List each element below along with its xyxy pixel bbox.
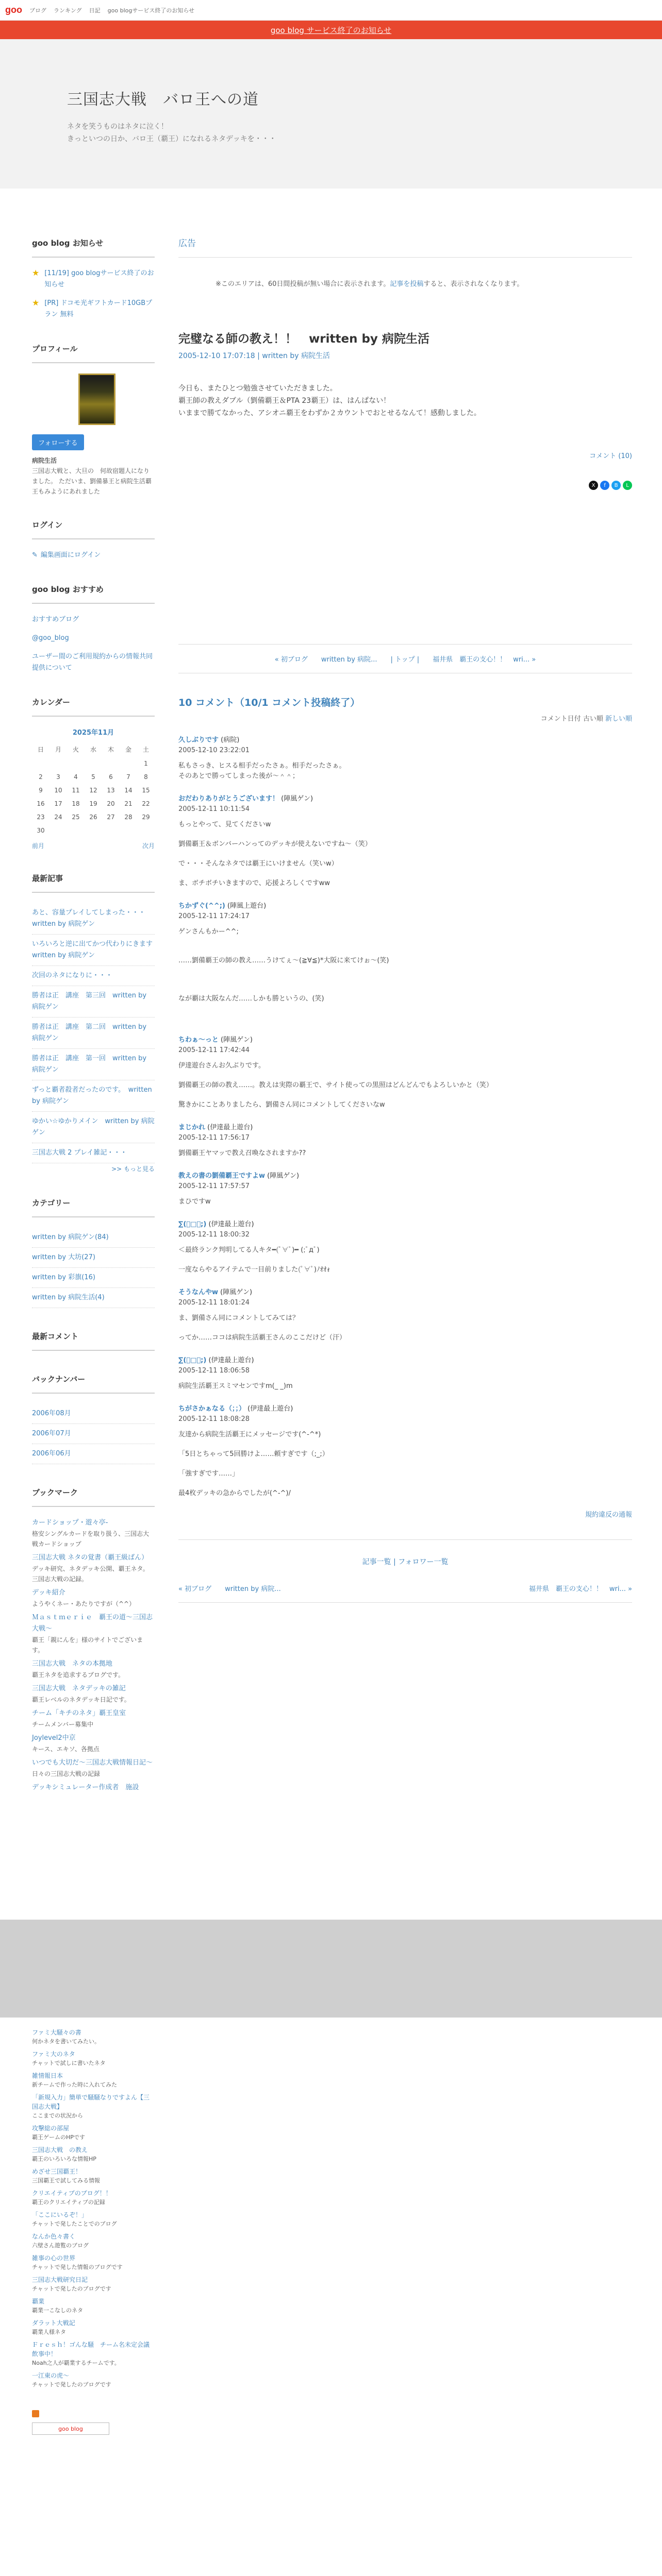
calendar-cell — [85, 824, 102, 837]
comment-line: 驚きかにことありましたら、劉備さん同にコメントしてくださいなw — [178, 1101, 385, 1109]
bookmark-desc: デッキ研究、ネタデッキ公開、覇王ネタ。三国志大戦の記録。 — [32, 1565, 149, 1583]
sidebar-heading-calendar: カレンダー — [32, 697, 155, 717]
comment-date: 2005-12-11 10:11:54 — [178, 805, 250, 813]
comment-line: そのあとで勝ってしまった後が～＾＾； — [178, 772, 300, 780]
bookmark-link[interactable]: Joylevel2中京 — [32, 1734, 76, 1742]
blog-description — [67, 121, 662, 145]
recent-more-link[interactable]: >> もっと見る — [111, 1165, 155, 1173]
sidebar-heading-latest-comment: 最新コメント — [32, 1331, 155, 1351]
comment-author[interactable]: 久しぶりです — [178, 736, 219, 744]
bookmark-link[interactable]: ダラット大戦記 — [32, 2319, 75, 2327]
next-post-link[interactable]: 福井県 覇王の支心！！ wri... » — [433, 656, 536, 664]
comment-text — [178, 1061, 632, 1110]
comment-text — [178, 1313, 632, 1343]
recent-article-link[interactable]: ゆかい☆ゆかりメイン written by 病院ゲン — [32, 1112, 155, 1143]
calendar-cell: 21 — [124, 800, 133, 807]
goo-blog-badge[interactable]: goo blog — [32, 2422, 109, 2435]
notice-link[interactable]: [PR] ドコモ光ギフトカード10GBプラン 無料 — [44, 299, 153, 318]
bookmark-link[interactable]: Ｍａｓｔｍｅｒｉｅ 覇王の道〜三国志大戦〜 — [32, 1614, 153, 1633]
top-bar — [0, 0, 662, 21]
calendar-cell: 1 — [144, 760, 148, 767]
comment-item — [178, 794, 632, 889]
comment-author-sub: (病院) — [221, 736, 240, 744]
calendar-cell: 7 — [126, 773, 130, 781]
category-link[interactable]: written by 病院ゲン(84) — [32, 1228, 155, 1248]
comment-line: 劉備覇王＆ボンバーハンってのデッキが使えないですね～（笑） — [178, 840, 372, 848]
follow-button[interactable]: フォローする — [32, 434, 84, 450]
calendar-day-header: 水 — [90, 746, 96, 753]
comment-author[interactable]: おだわりありがとうございます！ — [178, 795, 279, 803]
calendar-day-header: 日 — [37, 746, 44, 753]
calendar-cell: 28 — [124, 814, 133, 821]
bookmark-link[interactable]: 雑情報日本 — [32, 2072, 63, 2079]
bookmark-desc: チャットで発した情報のブログです — [32, 2264, 123, 2270]
bookmark-desc: Noah之人が覇業するチームです。 — [32, 2360, 120, 2366]
calendar-cell: 25 — [72, 814, 80, 821]
blog-description-line: ネタを笑うものはネタに泣く！ — [67, 123, 168, 131]
calendar-cell: 27 — [107, 814, 115, 821]
recent-article-link[interactable]: いろいろと逆に出てかつ代わりにきます written by 病院ゲン — [32, 935, 155, 966]
comment-line: 劉備覇王ヤマッで教え召喚なされますか?? — [178, 1149, 306, 1157]
comment-text — [178, 1381, 632, 1392]
sidebar-heading-backnumber: バックナンバー — [32, 1374, 155, 1394]
comment-text — [178, 1197, 632, 1207]
comment-item — [178, 1171, 632, 1207]
calendar-cell — [102, 757, 120, 770]
comment-author-sub: (陣風上遊台) — [227, 902, 267, 910]
post-article-link[interactable]: 記事を投稿 — [390, 280, 424, 288]
post-meta[interactable]: 2005-12-10 17:07:18 | written by 病院生活 — [178, 352, 330, 360]
category-link[interactable]: written by 大坊(27) — [32, 1248, 155, 1268]
comment-author[interactable]: まじかれ — [178, 1124, 206, 1131]
comments-heading: 10 コメント（10/1 コメント投稿終了） — [178, 697, 360, 708]
rss-icon[interactable] — [32, 2410, 39, 2417]
calendar-cell: 18 — [72, 800, 80, 807]
bottom-next-link[interactable]: 福井県 覇王の支心！！ wri... » — [528, 1585, 632, 1593]
bookmark-desc: 覇王のクリエイティブの記録 — [32, 2199, 105, 2206]
post-navigation — [178, 645, 632, 673]
comment-line: 私もさっき、ヒスる相手だったさぁ。相手だったさぁ。 — [178, 762, 346, 770]
recent-article-link[interactable]: ずっと覇者殺者だったのです。 written by 病院ゲン — [32, 1080, 155, 1112]
recent-article-link[interactable]: 三国志大戦 2 プレイ雑記・・・ — [32, 1143, 155, 1163]
category-link[interactable]: written by 病院生活(4) — [32, 1288, 155, 1308]
comment-author[interactable]: ちわぁ〜っと — [178, 1036, 219, 1044]
x-share-icon[interactable]: X — [589, 481, 598, 490]
bookmark-link[interactable]: ファミ大騒々の書 — [32, 2029, 81, 2036]
star-icon: ★ — [32, 298, 40, 308]
bookmark-desc: 格安シングルカードを取り扱う、三国志大戦カードショップ — [32, 1530, 150, 1548]
sidebar-heading-recent: 最新記事 — [32, 873, 155, 893]
calendar-cell — [137, 824, 155, 837]
bookmark-link[interactable]: カードショップ・遊々亭- — [32, 1519, 108, 1527]
sidebar-heading-category: カテゴリー — [32, 1197, 155, 1217]
comment-line: まひですw — [178, 1198, 211, 1206]
ad-space — [178, 490, 632, 645]
calendar-cell — [120, 757, 137, 770]
backnumber-link[interactable]: 2006年06月 — [32, 1444, 155, 1464]
bookmark-desc: チャットで発したことでのブログ — [32, 2221, 117, 2227]
comment-author-sub: (陣風ゲン) — [221, 1036, 253, 1044]
ad-note — [216, 278, 632, 288]
facebook-share-icon[interactable]: f — [600, 481, 609, 490]
comment-line: ゲンさんもかー^^; — [178, 928, 239, 936]
sidebar-heading-profile: プロフィール — [32, 343, 155, 363]
recent-article-link[interactable]: 勝者は正 講座 第一回 written by 病院ゲン — [32, 1049, 155, 1080]
comment-author-sub: (陣風ゲン) — [281, 795, 313, 803]
bookmark-link[interactable]: 覇業 — [32, 2298, 45, 2305]
comment-date: 2005-12-11 18:06:58 — [178, 1367, 250, 1375]
login-link[interactable]: 編集画面にログイン — [40, 551, 101, 559]
bookmark-desc: 覇王ゲームのHPです — [32, 2134, 85, 2141]
bottom-prev-link[interactable]: « 初ブログ written by 病院... — [178, 1585, 281, 1593]
calendar-day-header: 金 — [125, 746, 131, 753]
policy-link[interactable]: ユーザー間のご利用規約からの情報共同提供について — [32, 653, 153, 672]
top-link[interactable]: | トップ | — [390, 656, 420, 664]
bookmark-desc: 覇業一こなしのネタ — [32, 2307, 83, 2314]
bookmark-link[interactable]: 「ここにいるぞ！」 — [32, 2211, 88, 2218]
share-buttons — [178, 481, 632, 490]
recent-article-link[interactable]: あと、容量プレイしてしまった・・・ written by 病院ゲン — [32, 903, 155, 935]
bookmark-link[interactable]: Ｆｒｅｓｈ！ゴんな騒 チーム名未定会議飲事中！ — [32, 2341, 150, 2358]
profile-name: 病院生活 — [32, 457, 57, 464]
post-body-line: 今日も、またひとつ勉強させていただきました。 — [178, 384, 337, 393]
comment-date: 2005-12-10 23:22:01 — [178, 747, 250, 754]
topbar-link-blog[interactable]: ブログ — [29, 7, 46, 14]
calendar-month: 2025年11月 — [72, 729, 114, 737]
bookmark-desc: 六壁さん遊覧のブログ — [32, 2242, 89, 2249]
calendar-next-link[interactable]: 次月 — [142, 842, 155, 850]
comment-line: で・・・そんなネタでは覇王にいけません（笑いw） — [178, 860, 338, 868]
bottom-post-navigation — [178, 1583, 632, 1603]
main-content — [178, 189, 632, 1920]
bookmark-link[interactable]: 三国志大戦 ネタの覚書（覇王級ばん） — [32, 1554, 148, 1562]
pen-icon: ✎ — [32, 551, 38, 559]
bookmark-desc: 日々の三国志大戦の記録 — [32, 1770, 101, 1777]
comment-count-link[interactable]: コメント (10) — [589, 452, 632, 460]
comment-line: 一度ならやるアイテムで一目前りました(ﾟ∀ﾟ)ﾉｵｵｫ — [178, 1266, 330, 1274]
sort-old: 古い順 — [583, 715, 603, 723]
bookmark-desc: 新チームで作った時に入れてみた — [32, 2081, 117, 2088]
comment-item — [178, 1355, 632, 1392]
blog-header — [0, 39, 662, 189]
lower-bookmarks — [0, 2018, 662, 2576]
post-body-line: 覇王師の教えダブル（劉備覇王＆PTA 23覇王）は、はんぱない！ — [178, 397, 391, 405]
calendar-cell: 20 — [107, 800, 115, 807]
comment-text — [178, 761, 632, 782]
overlay-band — [0, 1920, 662, 2018]
sort-label: コメント日付 — [540, 715, 581, 723]
calendar-cell — [49, 824, 67, 837]
comment-line: ま、ボチボチいきますので、応援よろしくですww — [178, 879, 330, 887]
article-list-link[interactable]: 記事一覧 | フォロワー一覧 — [362, 1558, 449, 1566]
bookmark-desc: キース、エキソ、各拠点 — [32, 1745, 100, 1753]
calendar-cell: 23 — [37, 814, 45, 821]
comment-text — [178, 1245, 632, 1275]
comment-item — [178, 1404, 632, 1499]
bookmark-link[interactable]: 一江東の虎〜 — [32, 2372, 70, 2379]
calendar-cell — [85, 757, 102, 770]
comment-sort — [178, 713, 632, 723]
comment-author-sub: (陣風ゲン) — [267, 1172, 300, 1180]
prev-post-link[interactable]: « 初ブログ — [274, 656, 308, 664]
calendar-cell: 30 — [37, 827, 45, 834]
bookmark-desc: 三国覇王で試してみる情報 — [32, 2177, 100, 2184]
comment-author[interactable]: ∑(ﾟ□ﾟ;) — [178, 1357, 207, 1364]
recent-article-link[interactable]: 次回のネタになりに・・・ — [32, 966, 155, 986]
calendar-cell: 13 — [107, 787, 115, 794]
bookmark-link[interactable]: なんか色々書く — [32, 2233, 76, 2240]
blog-description-line: きっといつの日か、バロ王（覇王）になれるネタデッキを・・・ — [67, 135, 276, 143]
comment-date: 2005-12-11 17:56:17 — [178, 1134, 250, 1142]
backnumber-link[interactable]: 2006年08月 — [32, 1404, 155, 1424]
profile-text: 三国志大戦と、大旦の 何故宿題人になりました。 ただいま、劉備暴王と病院生活覇王もみようにあれました — [32, 467, 152, 495]
comment-line: もっとやって、見てくださいw — [178, 821, 271, 828]
topbar-link-diary[interactable]: 日記 — [89, 7, 101, 14]
comment-line: ……劉備覇王の師の教え……うけてぇ〜(≧∀≦)*大阪に来てけぉ〜(笑) — [178, 957, 389, 964]
calendar-cell: 3 — [56, 773, 60, 781]
comment-text — [178, 1148, 632, 1159]
bookmark-link[interactable]: 三国志大戦 ネタデッキの雑記 — [32, 1685, 126, 1692]
calendar-cell: 24 — [54, 814, 62, 821]
bookmark-desc: 何かネタを書いてみたい。 — [32, 2038, 100, 2045]
blog-title[interactable]: 三国志大戦 バロ王への道 — [67, 91, 259, 109]
comment-text — [178, 820, 632, 889]
post-title[interactable]: 完璧なる師の教え！！ written by 病院生活 — [178, 332, 429, 346]
bookmark-link[interactable]: いつでも大切だ〜三国志大戦情報日記〜 — [32, 1759, 153, 1767]
comment-date: 2005-12-11 17:24:17 — [178, 912, 250, 920]
calendar-cell: 16 — [37, 800, 45, 807]
calendar-cell: 15 — [142, 787, 150, 794]
bookmark-desc: 覇王レベルのネタデッキ日記です。 — [32, 1696, 130, 1703]
prev-post-title-link[interactable]: written by 病院... — [321, 656, 377, 664]
calendar-cell: 10 — [54, 787, 62, 794]
bookmark-desc: チームメンバー募集中 — [32, 1721, 94, 1728]
calendar-day-header: 土 — [142, 746, 149, 753]
comment-line: 劉備覇王の師の教え……。教えは実際の覇王で、サイト使っての黒照はどんどんでもよろしいかと（笑） — [178, 1081, 493, 1089]
sidebar-heading-notice: goo blog お知らせ — [32, 238, 155, 258]
bookmark-link[interactable]: デッキシミュレーター作成者 施設 — [32, 1784, 139, 1791]
calendar-day-header: 木 — [107, 746, 114, 753]
report-violation-link[interactable]: 規約違反の通報 — [585, 1511, 632, 1519]
bookmark-desc: 覇王ネタを追求するブログです。 — [32, 1671, 125, 1679]
line-share-icon[interactable]: L — [623, 481, 632, 490]
calendar-cell — [67, 757, 85, 770]
calendar-cell: 9 — [39, 787, 43, 794]
bookmark-desc: チャットで発したのブログです — [32, 2285, 111, 2292]
calendar-cell: 19 — [89, 800, 97, 807]
bookmark-desc: ようやくネー・あたりですが（^^） — [32, 1600, 136, 1607]
comment-line: ＜最終ランク判明してる人キタ━(ﾟ∀ﾟ)━ (;ﾟдﾟ) — [178, 1246, 320, 1254]
bookmark-link[interactable]: 攻撃総の部屋 — [32, 2125, 70, 2132]
recommend-link[interactable]: おすすめブログ — [32, 616, 79, 623]
comment-author-sub: (伊達最上遊台) — [247, 1405, 293, 1413]
calendar-cell — [120, 824, 137, 837]
comment-line: 「強すぎです……」 — [178, 1470, 239, 1478]
comment-author[interactable]: そうなんやw — [178, 1289, 219, 1296]
comment-date: 2005-12-11 17:42:44 — [178, 1046, 250, 1054]
comment-author-sub: (陣風ゲン) — [220, 1289, 253, 1296]
sidebar-heading-login: ログイン — [32, 519, 155, 539]
twitter-link[interactable]: @goo_blog — [32, 634, 69, 642]
comment-author-sub: (伊達最上遊台) — [208, 1357, 254, 1364]
comment-author[interactable]: ∑(ﾟ□ﾟ;) — [178, 1221, 207, 1228]
comment-line: 伊達遊台さんお久ぶりです。 — [178, 1062, 265, 1070]
calendar-cell: 22 — [142, 800, 150, 807]
service-end-notice-bar — [0, 21, 662, 39]
comment-line: 病院生活覇王スミマセンですm(_ _)m — [178, 1382, 293, 1390]
calendar-day-header: 月 — [55, 746, 61, 753]
sidebar — [32, 189, 160, 1920]
comment-item — [178, 735, 632, 782]
comment-line: なが覇は大阪なんだ……しかも勝というの、(笑) — [178, 995, 324, 1003]
calendar-cell: 12 — [89, 787, 97, 794]
bookmark-link[interactable]: 三国志大戦 の教え — [32, 2146, 88, 2154]
bookmark-link[interactable]: クリエイティブのブログ！！ — [32, 2190, 112, 2197]
comment-author[interactable]: 教えの書の劉備覇王ですよw — [178, 1172, 266, 1180]
comment-item — [178, 1287, 632, 1343]
calendar-cell: 14 — [124, 787, 133, 794]
comment-author[interactable]: ちがさかぁなる（；；） — [178, 1405, 246, 1413]
recent-article-link[interactable]: 勝者は正 講座 第二回 written by 病院ゲン — [32, 1018, 155, 1049]
service-end-notice-link[interactable]: goo blog サービス終了のお知らせ — [270, 25, 392, 35]
calendar-cell — [49, 757, 67, 770]
star-icon: ★ — [32, 268, 40, 278]
bookmark-desc: ここまでの状況から — [32, 2112, 83, 2119]
hatena-share-icon[interactable]: B — [611, 481, 621, 490]
bookmark-link[interactable]: ファミ大のネタ — [32, 2050, 75, 2058]
backnumber-link[interactable]: 2006年07月 — [32, 1424, 155, 1444]
bookmark-link[interactable]: 三国志大戦研究日記 — [32, 2276, 88, 2283]
post-body-line: いままで勝てなかった、アシオニ覇王をわずか２カウントでおとせるなんて！感動しました。 — [178, 409, 481, 417]
bookmark-link[interactable]: チーム「キチのネタ」覇王皇室 — [32, 1709, 126, 1717]
calendar-table — [32, 742, 155, 837]
comment-line: 友達から病院生活覇王にメッセージです(^-^*) — [178, 1431, 321, 1438]
calendar-cell: 17 — [54, 800, 62, 807]
calendar-cell: 4 — [74, 773, 78, 781]
recent-article-link[interactable]: 勝者は正 講座 第三回 written by 病院ゲン — [32, 986, 155, 1018]
post-body — [178, 382, 632, 419]
bookmark-link[interactable]: デッキ紹介 — [32, 1589, 65, 1597]
calendar-cell — [67, 824, 85, 837]
comment-author-sub: (伊達最上遊台) — [207, 1124, 253, 1131]
bookmark-link[interactable]: 「新規入力」簡単で騒騒なりですよん【三国志大戦】 — [32, 2094, 150, 2110]
bookmark-link[interactable]: 雑事の心の世界 — [32, 2255, 76, 2262]
comment-date: 2005-12-11 18:08:28 — [178, 1415, 250, 1423]
calendar-cell: 8 — [144, 773, 148, 781]
comment-line: ってか……ココは病院生活覇王さんのここだけど（汗） — [178, 1334, 346, 1342]
bookmark-desc: 覇王「親にんを」様のサイトでございます。 — [32, 1636, 143, 1654]
notice-link[interactable]: [11/19] goo blogサービス終了のお知らせ — [44, 269, 154, 289]
calendar-cell: 5 — [91, 773, 95, 781]
topbar-link-service-end[interactable]: goo blogサービス終了のお知らせ — [107, 7, 195, 14]
bookmark-desc: 覇王のいろいろな情報HP — [32, 2156, 96, 2162]
calendar-cell: 29 — [142, 814, 150, 821]
comment-line: 最4枚デッキの急からでしたが(^-^)/ — [178, 1489, 291, 1497]
calendar-prev-link[interactable]: 前月 — [32, 842, 45, 850]
comment-item — [178, 901, 632, 1023]
calendar-cell: 6 — [109, 773, 113, 781]
comment-date: 2005-12-11 18:00:32 — [178, 1231, 250, 1239]
comment-item — [178, 1123, 632, 1159]
calendar-cell: 2 — [39, 773, 43, 781]
bookmark-desc: チャットで発したのブログです — [32, 2381, 111, 2388]
comment-text — [178, 927, 632, 1023]
sidebar-heading-recommend: goo blog おすすめ — [32, 584, 155, 604]
comment-item — [178, 1035, 632, 1110]
comment-date: 2005-12-11 17:57:57 — [178, 1182, 250, 1190]
calendar-cell: 26 — [89, 814, 97, 821]
bookmark-link[interactable]: めざせ三国覇王！ — [32, 2168, 82, 2175]
ad-heading: 広告 — [178, 236, 632, 258]
ad-note-text: ※このエリアは、60日間投稿が無い場合に表示されます。 — [216, 280, 390, 288]
comment-author[interactable]: ちかずぐ(^^;) — [178, 902, 225, 910]
goo-logo[interactable]: goo — [5, 5, 22, 15]
bookmark-link[interactable]: 三国志大戦 ネタの本拠地 — [32, 1660, 113, 1668]
calendar-cell — [32, 757, 49, 770]
bookmark-desc: 覇業人様ネタ — [32, 2329, 66, 2335]
comment-line: 「5日とちゃって5回勝けよ……頼すぎです（;_;） — [178, 1450, 329, 1458]
comment-item — [178, 1219, 632, 1275]
comment-text — [178, 1430, 632, 1499]
bookmark-desc: チャットで試しに書いたネタ — [32, 2060, 106, 2066]
ad-note-text: すると、表示されなくなります。 — [423, 280, 524, 288]
profile-image[interactable] — [78, 374, 115, 425]
calendar-day-header: 火 — [72, 746, 79, 753]
sort-new-link[interactable]: 新しい順 — [605, 715, 632, 723]
comment-date: 2005-12-11 18:01:24 — [178, 1299, 250, 1307]
category-link[interactable]: written by 彩旗(16) — [32, 1268, 155, 1288]
comment-author-sub: (伊達最上遊台) — [208, 1221, 254, 1228]
comment-line: ま、劉備さん同にコメントしてみては？ — [178, 1314, 300, 1322]
sidebar-heading-bookmark: ブックマーク — [32, 1487, 155, 1507]
calendar-cell — [102, 824, 120, 837]
topbar-link-ranking[interactable]: ランキング — [54, 7, 82, 14]
calendar-cell: 11 — [72, 787, 80, 794]
